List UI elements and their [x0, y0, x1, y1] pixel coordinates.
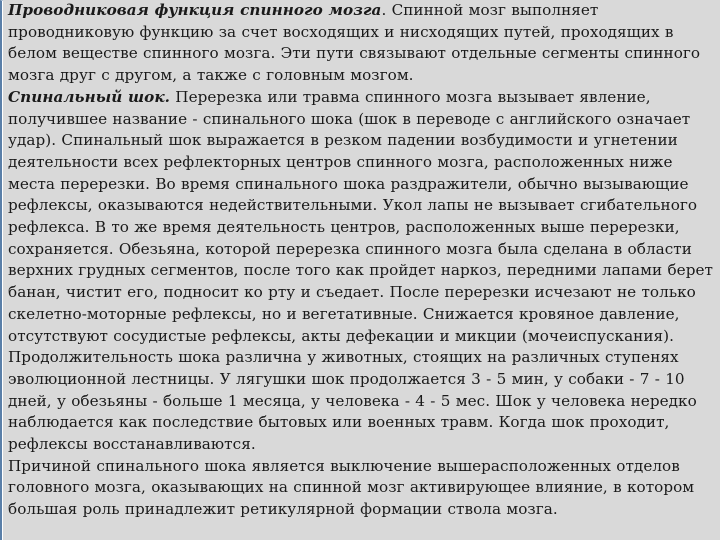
paragraph-text: Продолжительность шока различна у животных, стоящих на различных ступенях эволюционной лестницы. У лягушки шок продолжается 3 - 5 мин, у собаки - 7 - 10 дней, у обезьяны - больше 1 месяца, у человека - 4 - 5 мес. Шок у человека нередко наблюдается как последствие бытовых или военных травм. Когда шок проходит, рефлексы восстанавливаются. — [8, 348, 697, 454]
paragraph-spinal-shock — [8, 87, 716, 347]
term-spinal-shock: Спинальный шок. — [8, 87, 170, 106]
paragraph-text: . Спинной мозг выполняет проводниковую функцию за счет восходящих и нисходящих путей, проходящих в белом веществе спинного мозга. Эти пути связывают отдельные сегменты спинного мозга друг с другом, а также с головным мозгом. — [8, 1, 701, 85]
paragraph-shock-cause — [8, 456, 716, 521]
paragraph-text: Перерезка или травма спинного мозга вызывает явление, получившее название - спинального шока (шок в переводе с английского означает удар). Спинальный шок выражается в резком падении возбудимости и угнетении деятельности всех рефлекторных центров спинного мозга, расположенных ниже места перерезки. Во время спинального шока раздражители, обычно вызывающие рефлексы, оказываются недействительными. Укол лапы не вызывает сгибательного рефлекса. В то же время деятельность центров, расположенных выше перерезки, сохраняется. Обезьяна, которой перерезка спинного мозга была сделана в области верхних грудных сегментов, после того как пройдет наркоз, передними лапами берет банан, чистит его, подносит ко рту и съедает. После перерезки исчезают не только скелетно-моторные рефлексы, но и вегетативные. Снижается кровяное давление, отсутствуют сосудистые рефлексы, акты дефекации и микции (мочеиспускания). — [8, 87, 713, 345]
paragraph-conduction-function — [8, 0, 716, 87]
paragraph-text: Причиной спинального шока является выключение вышерасположенных отделов головного мозга, оказывающих на спинной мозг активирующее влияние, в котором большая роль принадлежит ретикулярной формации ствола мозга. — [8, 456, 695, 519]
text-box — [3, 0, 720, 540]
paragraph-shock-duration — [8, 347, 716, 456]
term-conduction-function: Проводниковая функция спинного мозга — [8, 1, 382, 19]
